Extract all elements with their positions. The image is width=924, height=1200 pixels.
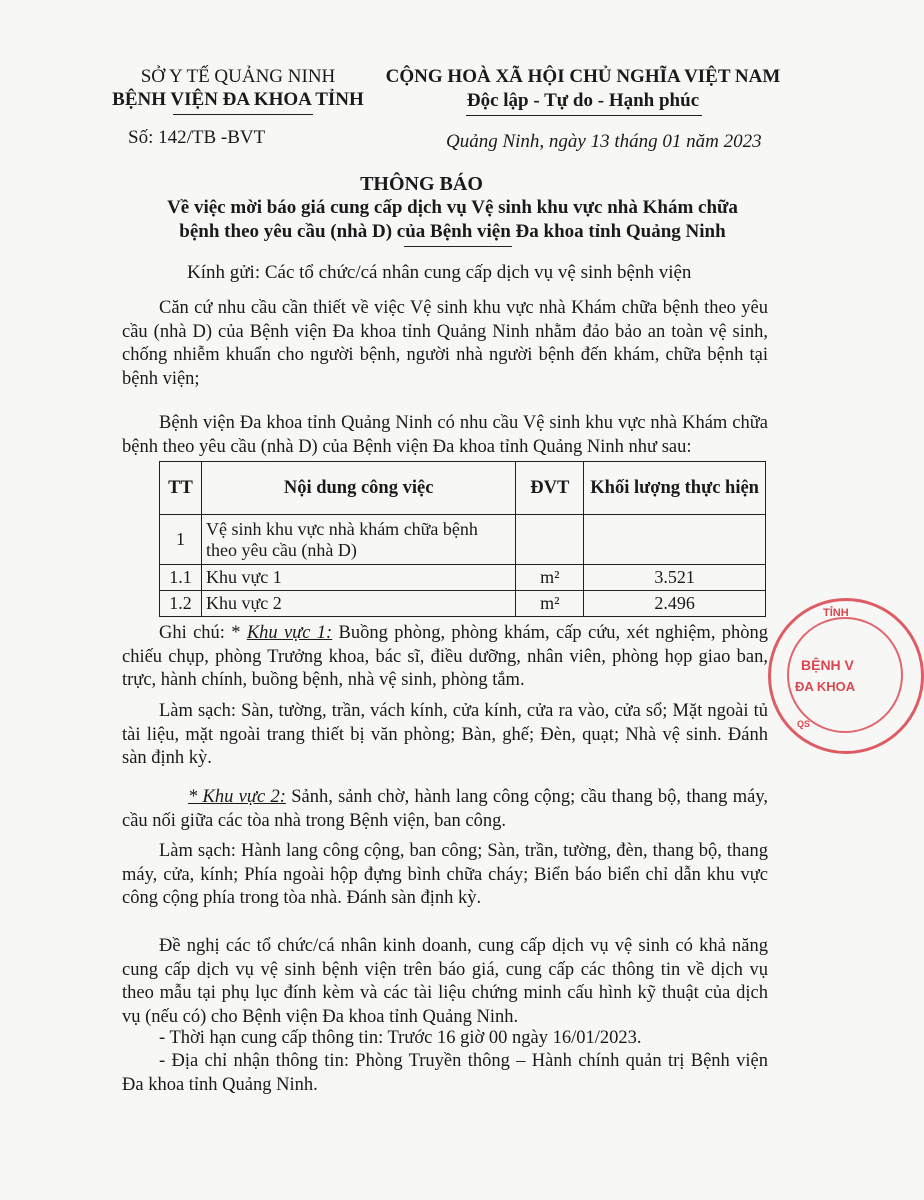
note-prefix: Ghi chú: * [159, 623, 247, 643]
stamp-top-text: TỈNH [823, 607, 849, 619]
paragraph-requirement: Bệnh viện Đa khoa tỉnh Quảng Ninh có nhu cầu Vệ sinh khu vực nhà Khám chữa bệnh theo yêu cầu (nhà D) của Bệnh viện Đa khoa tỉnh Quảng Ninh như sau: [122, 413, 768, 457]
cell-quantity [584, 515, 766, 565]
document-title: THÔNG BÁO [360, 173, 483, 195]
cell-tt: 1 [160, 515, 202, 565]
hospital-name: BỆNH VIỆN ĐA KHOA TỈNH [112, 89, 364, 110]
work-table [159, 461, 766, 617]
hospital-stamp [768, 598, 924, 754]
note-area-2-label: * Khu vực 2: [188, 787, 286, 807]
address-line: - Địa chỉ nhận thông tin: Phòng Truyền thông – Hành chính quản trị Bệnh viện Đa khoa tỉnh Quảng Ninh. [122, 1051, 768, 1095]
deadline-line: - Thời hạn cung cấp thông tin: Trước 16 giờ 00 ngày 16/01/2023. [159, 1028, 642, 1048]
cleaning-area-2: Làm sạch: Hành lang công cộng, ban công; Sàn, trần, tường, đèn, thang bộ, thang máy, cửa, kính; Phía ngoài hộp đựng bình chữa cháy; Biển báo biển chỉ dẫn khu vực công cộng phía trong tòa nhà. Đánh sàn định kỳ. [122, 841, 768, 908]
header-content: Nội dung công việc [201, 462, 515, 515]
stamp-line-2: ĐA KHOA [795, 679, 856, 694]
note-area-2 [122, 786, 768, 833]
nation-title: CỘNG HOÀ XÃ HỘI CHỦ NGHĨA VIỆT NAM [385, 66, 781, 87]
cell-unit [516, 515, 584, 565]
header-left-divider [173, 114, 313, 115]
document-number: Số: 142/TB -BVT [128, 127, 266, 148]
subject-line-1: Về việc mời báo giá cung cấp dịch vụ Vệ sinh khu vực nhà Khám chữa [167, 197, 738, 218]
cell-quantity: 2.496 [584, 591, 766, 617]
document-date: Quảng Ninh, ngày 13 tháng 01 năm 2023 [446, 131, 762, 152]
subject-underline [404, 246, 512, 247]
national-motto: Độc lập - Tự do - Hạnh phúc [466, 90, 700, 111]
cell-unit: m² [516, 565, 584, 591]
cleaning-area-1: Làm sạch: Sàn, tường, trần, vách kính, cửa kính, cửa ra vào, cửa sổ; Mặt ngoài tủ tài liệu, mặt ngoài trang thiết bị văn phòng; Bàn, ghế; Đèn, quạt; Nhà vệ sinh. Đánh sàn định kỳ. [122, 701, 768, 768]
table-row [160, 565, 766, 591]
cell-unit: m² [516, 591, 584, 617]
cell-tt: 1.1 [160, 565, 202, 591]
note-area-1 [122, 622, 768, 693]
cell-content: Vệ sinh khu vực nhà khám chữa bệnh theo yêu cầu (nhà D) [201, 515, 515, 565]
cell-tt: 1.2 [160, 591, 202, 617]
paragraph-request: Đề nghị các tổ chức/cá nhân kinh doanh, cung cấp dịch vụ vệ sinh có khả năng cung cấp dịch vụ vệ sinh bệnh viện trên báo giá, cung cấp các thông tin về dịch vụ theo mẫu tại phụ lục đính kèm và các tài liệu chứng minh cấu hình kỹ thuật của dịch vụ (nếu có) cho Bệnh viện Đa khoa tỉnh Quảng Ninh. [122, 936, 768, 1027]
header-unit: ĐVT [516, 462, 584, 515]
stamp-line-1: BỆNH V [801, 657, 854, 673]
cell-content: Khu vực 1 [201, 565, 515, 591]
recipient-line: Kính gửi: Các tổ chức/cá nhân cung cấp dịch vụ vệ sinh bệnh viện [187, 262, 692, 283]
header-tt: TT [160, 462, 202, 515]
subject-line-2: bệnh theo yêu cầu (nhà D) của Bệnh viện Đa khoa tỉnh Quảng Ninh [179, 221, 726, 242]
table-header-row [160, 462, 766, 515]
note-area-1-text: Buồng phòng, phòng khám, cấp cứu, xét nghiệm, phòng chiếu chụp, phòng Trưởng khoa, bác sĩ, điều dưỡng, nhân viên, phòng họp giao ban, trực, hành chính, buồng bệnh, nhà vệ sinh, phòng tắm. [122, 623, 769, 690]
cell-quantity: 3.521 [584, 565, 766, 591]
header-quantity: Khối lượng thực hiện [584, 462, 766, 515]
note-area-2-text: Sảnh, sảnh chờ, hành lang công cộng; cầu thang bộ, thang máy, cầu nối giữa các tòa nhà trong Bệnh viện, ban công. [122, 787, 768, 831]
stamp-inner-ring [787, 617, 903, 733]
table-row [160, 591, 766, 617]
note-area-1-label: Khu vực 1: [246, 623, 333, 643]
cell-content: Khu vực 2 [201, 591, 515, 617]
table-row [160, 515, 766, 565]
header-right-divider [466, 115, 702, 116]
paragraph-basis: Căn cứ nhu cầu cần thiết về việc Vệ sinh khu vực nhà Khám chữa bệnh theo yêu cầu (nhà D) của Bệnh viện Đa khoa tỉnh Quảng Ninh nhằm đảo bảo an toàn vệ sinh, chống nhiễm khuẩn cho người bệnh, người nhà người bệnh đến khám, chữa bệnh tại bệnh viện; [122, 298, 768, 389]
stamp-small-text: QS [797, 719, 811, 729]
department-name: SỞ Y TẾ QUẢNG NINH [140, 66, 336, 87]
